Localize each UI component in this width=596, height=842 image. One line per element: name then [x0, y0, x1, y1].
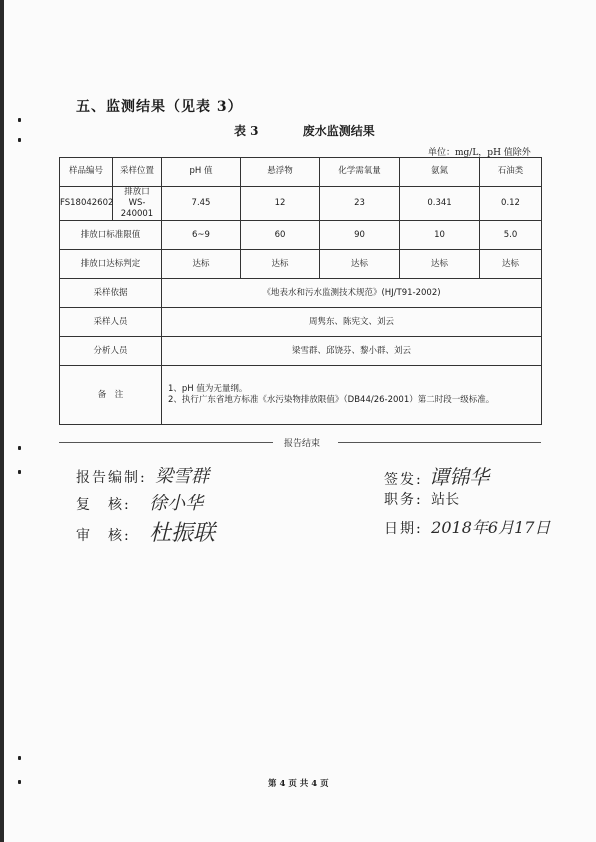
auditor-label: 审 核: [76, 528, 131, 544]
table-title: 废水监测结果 [302, 124, 375, 138]
table-caption [234, 122, 375, 139]
report-end-text: 报告结束 [284, 439, 321, 449]
cod-limit: 90 [320, 221, 400, 250]
remarks-value [162, 366, 542, 425]
limit-label: 排放口标准限值 [60, 221, 162, 250]
location-line: 排放口 [124, 187, 150, 197]
judge-row [60, 250, 542, 279]
basis-label: 采样依据 [60, 279, 162, 308]
header-ammonia: 氨氮 [400, 158, 480, 187]
suspended-value: 12 [241, 187, 320, 221]
unit-note: 单位：mg/L，pH 值除外 [428, 148, 531, 158]
page-footer: 第 4 页 共 4 页 [268, 779, 329, 789]
scan-edge [0, 0, 4, 842]
sample-location-cell [113, 187, 162, 221]
analysts-label: 分析人员 [60, 337, 162, 366]
ph-judge: 达标 [162, 250, 241, 279]
issuer-handwriting: 谭锦华 [429, 465, 490, 489]
header-ph: pH 值 [162, 158, 241, 187]
judge-label: 排放口达标判定 [60, 250, 162, 279]
remarks-label: 备 注 [60, 366, 162, 425]
reviewer-signature [76, 489, 203, 515]
reviewer-handwriting: 徐小华 [149, 493, 204, 514]
basis-value: 《地表水和污水监测技术规范》(HJ/T91-2002) [162, 279, 542, 308]
position-value: 站长 [431, 492, 460, 508]
date-label: 日期: [384, 521, 423, 537]
punch-mark [18, 138, 21, 142]
petroleum-value: 0.12 [480, 187, 542, 221]
date-line [384, 515, 550, 538]
header-sample-id: 样品编号 [60, 158, 113, 187]
samplers-value: 周隽东、陈宪文、刘云 [162, 308, 542, 337]
sample-id-cell: FS18042602 [60, 187, 113, 221]
end-divider-right [338, 442, 541, 443]
ammonia-value: 0.341 [400, 187, 480, 221]
petroleum-judge: 达标 [480, 250, 542, 279]
remark-line-1: 1、pH 值为无量纲。 [168, 384, 248, 395]
limit-row [60, 221, 542, 250]
ph-value: 7.45 [162, 187, 241, 221]
cod-value: 23 [320, 187, 400, 221]
remarks-row [60, 366, 542, 425]
punch-mark [18, 118, 21, 122]
section-title: 五、监测结果（见表 3） [76, 99, 243, 115]
reviewer-label: 复 核: [76, 497, 131, 513]
end-divider-left [59, 442, 273, 443]
location-code: WS-240001 [120, 198, 154, 220]
header-sample-location: 采样位置 [113, 158, 162, 187]
punch-mark [18, 470, 21, 474]
issuer-signature [384, 461, 489, 490]
auditor-handwriting: 杜振联 [149, 521, 216, 546]
suspended-limit: 60 [241, 221, 320, 250]
position-label: 职务: [384, 492, 423, 508]
compiler-handwriting: 梁雪群 [155, 466, 210, 487]
punch-mark [18, 446, 21, 450]
ammonia-limit: 10 [400, 221, 480, 250]
basis-row [60, 279, 542, 308]
auditor-signature [76, 516, 215, 547]
analysts-row [60, 337, 542, 366]
remark-line-2: 2、执行广东省地方标准《水污染物排放限值》（DB44/26-2001）第二时段一级标准。 [168, 395, 495, 406]
table-number: 表 3 [234, 124, 259, 138]
table-row [60, 187, 542, 221]
compiler-signature [76, 462, 209, 488]
ammonia-judge: 达标 [400, 250, 480, 279]
suspended-judge: 达标 [241, 250, 320, 279]
header-cod: 化学需氧量 [320, 158, 400, 187]
position-line [384, 489, 459, 509]
table-header-row [60, 158, 542, 187]
header-petroleum: 石油类 [480, 158, 542, 187]
punch-mark [18, 756, 21, 760]
samplers-row [60, 308, 542, 337]
samplers-label: 采样人员 [60, 308, 162, 337]
cod-judge: 达标 [320, 250, 400, 279]
analysts-value: 梁雪群、邱饶芬、黎小群、刘云 [162, 337, 542, 366]
ph-limit: 6~9 [162, 221, 241, 250]
petroleum-limit: 5.0 [480, 221, 542, 250]
date-handwriting: 2018年6月17日 [431, 518, 551, 537]
header-suspended: 悬浮物 [241, 158, 320, 187]
compiler-label: 报告编制: [76, 470, 147, 486]
issuer-label: 签发: [384, 472, 423, 488]
punch-mark [18, 780, 21, 784]
monitoring-results-table [59, 157, 542, 425]
